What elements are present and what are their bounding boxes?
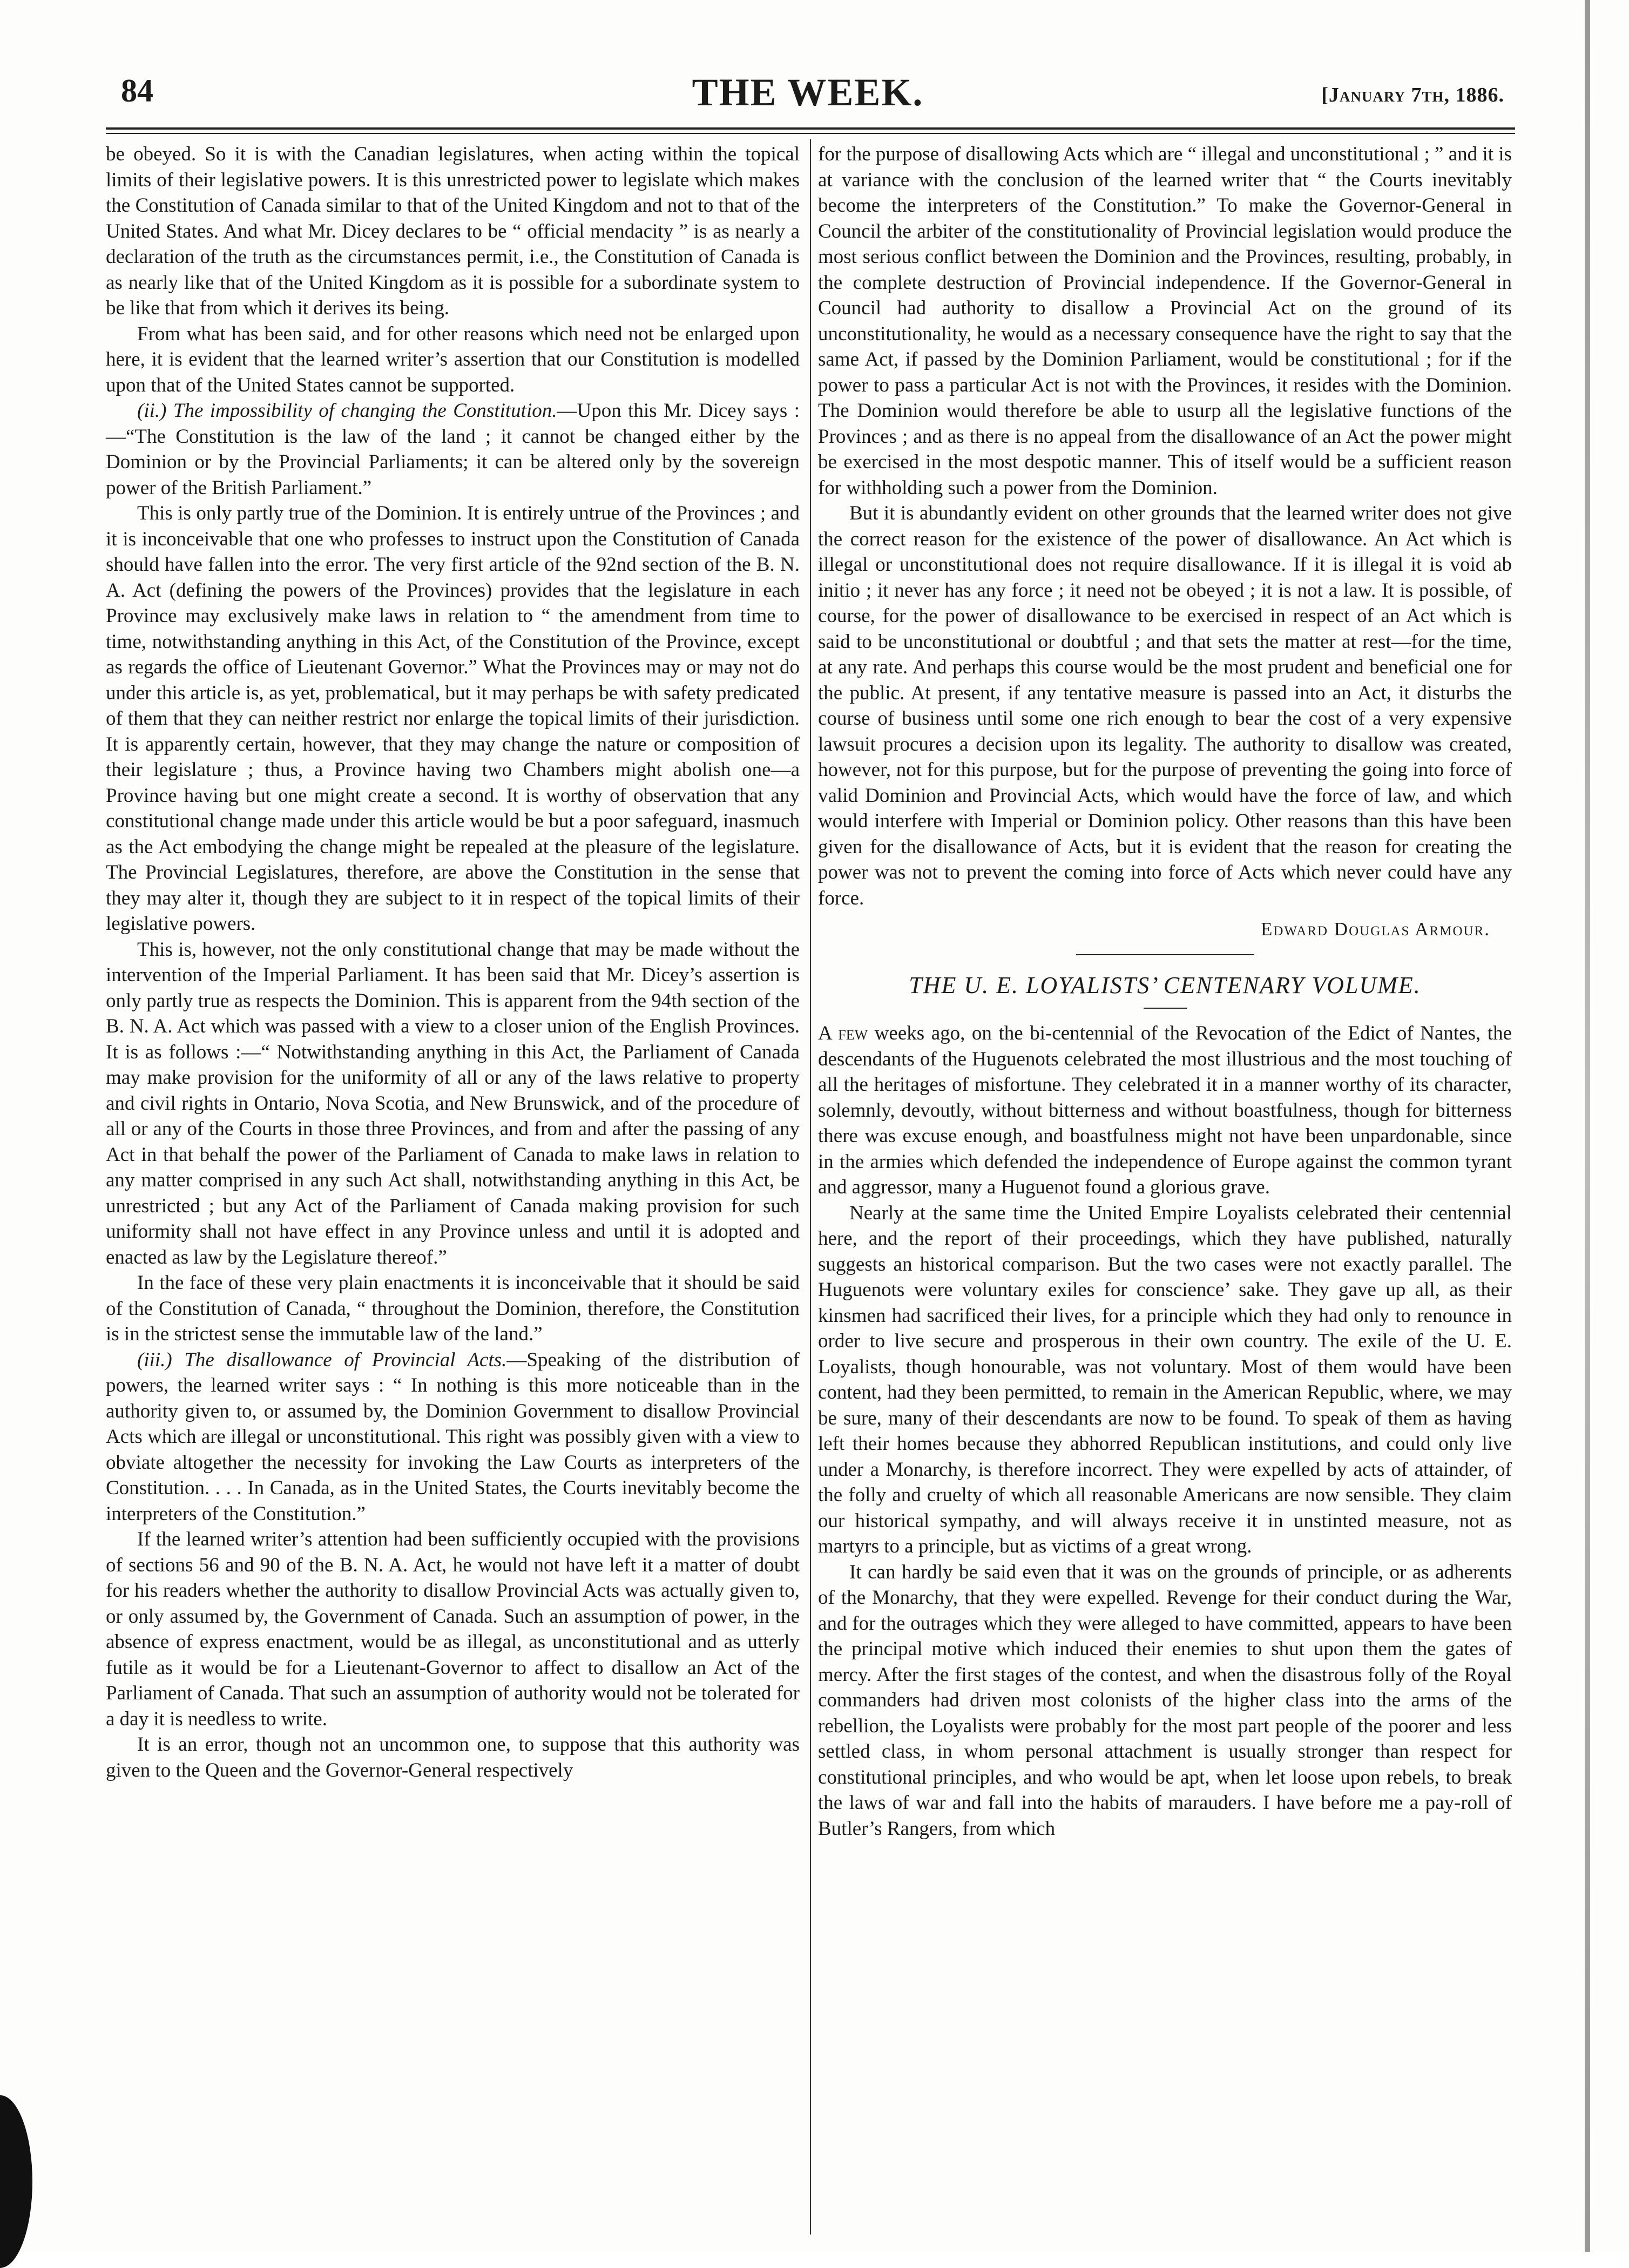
section-paragraph-ii — [106, 398, 800, 501]
article-first-paragraph — [818, 1021, 1512, 1200]
section-paragraph-iii — [106, 1347, 800, 1527]
article-lead-words: A few — [818, 1022, 868, 1044]
issue-date: [January 7th, 1886. — [1321, 84, 1504, 106]
section-heading-iii: (iii.) The disallowance of Provincial Acts. — [137, 1348, 507, 1371]
body-paragraph: But it is abundantly evident on other grounds that the learned writer does not give the correct reason for the existence of the power of disallowance. An Act which is illegal or unconstitutional does not require disallowance. If it is illegal it is void ab initio ; it never has any force ; it need not be obeyed ; it is not a law. It is possible, of course, for the power of disallowance to be exercised in respect of an Act which is said to be unconstitutional or doubtful ; and that sets the matter at rest—for the time, at any rate. And perhaps this course would be the most prudent and beneficial one for the public. At present, if any tentative measure is passed into an Act, it disturbs the course of business until some one rich enough to bear the cost of a very expensive lawsuit procures a decision upon its legality. The authority to disallow was created, however, not for this purpose, but for the purpose of preventing the going into force of valid Dominion and Provincial Acts, which would have the force of law, and which would interfere with Imperial or Dominion policy. Other reasons than this have been given for the disallowance of Acts, but it is evident that the reason for creating the power was not to prevent the coming into force of Acts which never could have any force. — [818, 502, 1512, 909]
journal-title: THE WEEK. — [692, 71, 924, 114]
header-rule-thin — [106, 133, 1515, 134]
page-header — [106, 69, 1510, 123]
article-first-text: weeks ago, on the bi-centennial of the Revocation of the Edict of Nantes, the descendants of the Huguenots celebrated the most illustrious and the most touching of all the heritages of misfortune. They celebrated it in a manner worthy of its character, solemnly, devoutly, without bitterness and without boastfulness, though for bitterness there was excuse enough, and boastfulness might not have been unpardonable, since in the armies which defended the independence of Europe against the common tyrant and aggressor, many a Huguenot found a glorious grave. — [818, 1022, 1512, 1198]
section-rule — [1076, 954, 1254, 955]
page-number: 84 — [121, 73, 153, 109]
right-column — [818, 141, 1512, 1841]
section-text-iii: —Speaking of the distribution of powers, the learned writer says : “ In nothing is this more noticeable than in the authority given to, or assumed by, the Dominion Government to disallow Provincial Acts which are illegal or unconstitutional. This right was possibly given with a view to obviate altogether the necessity for invoking the Law Courts as interpreters of the Constitution. . . . In Canada, as in the United States, the Courts inevitably become the interpreters of the Constitution.” — [106, 1348, 800, 1525]
section-text-ii: —Upon this Mr. Dicey says :—“The Constitution is the law of the land ; it cannot be changed either by the Dominion or by the Provincial Parliaments; it can be altered only by the sovereign power of the British Parliament.” — [106, 400, 800, 499]
article-heading: THE U. E. LOYALISTS’ CENTENARY VOLUME. — [909, 971, 1421, 998]
heading-rule — [1144, 1008, 1187, 1009]
scan-binding-edge — [1585, 0, 1590, 2252]
body-paragraph: for the purpose of disallowing Acts which are “ illegal and unconstitutional ; ” and it is at variance with the conclusion of the learned writer that “ the Courts inevitably become the interpreters of the Constitution.” To make the Governor-General in Council the arbiter of the constitutionality of Provincial legislation would produce the most serious conflict between the Dominion and the Provinces, resulting, probably, in the complete destruction of Provincial independence. If the Governor-General in Council had authority to disallow a Provincial Act on the ground of its unconstitutionality, he would as a necessary consequence have the right to say that the same Act, if passed by the Dominion Parliament, would be constitutional ; for if the power to pass a particular Act is not with the Provinces, it resides with the Dominion. The Dominion would therefore be able to usurp all the legislative functions of the Provinces ; and as there is no appeal from the disallowance of an Act the power might be exercised in the most despotic manner. This of itself would be a sufficient reason for withholding such a power from the Dominion. — [818, 143, 1512, 499]
body-paragraph: be obeyed. So it is with the Canadian legislatures, when acting within the topical limits of their legislative powers. It is this unrestricted power to legislate which makes the Constitution of Canada similar to that of the United Kingdom and not to that of the United States. And what Mr. Dicey declares to be “ official mendacity ” is as nearly a declaration of the truth as the circumstances permit, i.e., the Constitution of Canada is as nearly like that of the United Kingdom as it is possible for a subordinate system to be like that from which it derives its being. — [106, 143, 800, 319]
body-paragraph: It is an error, though not an uncommon one, to suppose that this authority was given to the Queen and the Governor-General respectively — [106, 1733, 800, 1781]
scan-edge-shadow — [0, 2095, 32, 2268]
author-signature: Edward Douglas Armour. — [1261, 919, 1490, 940]
article-paragraph: Nearly at the same time the United Empire Loyalists celebrated their centennial here, and the report of their proceedings, which they have published, naturally suggests an historical comparison. But the two cases were not exactly parallel. The Huguenots were voluntary exiles for conscience’ sake. They gave up all, as their kinsmen had sacrificed their lives, for a principle which they had only to renounce in order to live secure and prosperous in their own country. The exile of the U. E. Loyalists, though honourable, was not voluntary. Most of them would have been content, had they been permitted, to remain in the American Republic, where, we may be sure, many of their descendants are now to be found. To speak of them as having left their homes because they abhorred Republican institutions, and could only live under a Monarchy, is therefore incorrect. They were expelled by acts of attainder, of the folly and cruelty of which all reasonable Americans are now sensible. They claim our historical sympathy, and will always receive it in unstinted measure, not as martyrs to a principle, but as victims of a great wrong. — [818, 1202, 1512, 1557]
column-divider — [810, 139, 811, 2235]
body-paragraph: From what has been said, and for other reasons which need not be enlarged upon here, it is evident that the learned writer’s assertion that our Constitution is modelled upon that of the United States cannot be supported. — [106, 322, 800, 396]
body-paragraph: If the learned writer’s attention had been sufficiently occupied with the provisions of sections 56 and 90 of the B. N. A. Act, he would not have left it a matter of doubt for his readers whether the authority to disallow Provincial Acts was actually given to, or only assumed by, the Government of Canada. Such an assumption of power, in the absence of express enactment, would be as illegal, as unconstitutional and as utterly futile as it would be for a Lieutenant-Governor to affect to disallow an Act of the Parliament of Canada. That such an assumption of authority would not be tolerated for a day it is needless to write. — [106, 1528, 800, 1730]
article-paragraph: It can hardly be said even that it was on the grounds of principle, or as adherents of the Monarchy, that they were expelled. Revenge for their conduct during the War, and for the outrages which they were alleged to have committed, appears to have been the principal motive which induced their enemies to shut upon them the gates of mercy. After the first stages of the contest, and when the disastrous folly of the Royal commanders had driven most colonists of the higher class into the arms of the rebellion, the Loyalists were probably for the most part people of the poorer and less settled class, in whom personal attachment is usually stronger than respect for constitutional principles, and who would be apt, when let loose upon rebels, to break the laws of war and fall into the habits of marauders. I have before me a pay-roll of Butler’s Rangers, from which — [818, 1561, 1512, 1840]
left-column — [106, 141, 800, 1783]
body-paragraph: In the face of these very plain enactments it is inconceivable that it should be said of the Constitution of Canada, “ throughout the Dominion, therefore, the Constitution is in the strictest sense the immutable law of the land.” — [106, 1272, 800, 1345]
header-rule — [106, 127, 1515, 130]
body-paragraph: This is, however, not the only constitutional change that may be made without the intervention of the Imperial Parliament. It has been said that Mr. Dicey’s assertion is only partly true as respects the Dominion. This is apparent from the 94th section of the B. N. A. Act which was passed with a view to a closer union of the English Provinces. It is as follows :—“ Notwithstanding anything in this Act, the Parliament of Canada may make provision for the uniformity of all or any of the laws relative to property and civil rights in Ontario, Nova Scotia, and New Brunswick, and of the procedure of all or any of the Courts in those three Provinces, and from and after the passing of any Act in that behalf the power of the Parliament of Canada to make laws in relation to any matter comprised in any such Act shall, notwithstanding anything in this Act, be unrestricted ; but any Act of the Parliament of Canada making provision for such uniformity shall not have effect in any Province unless and until it is adopted and enacted as law by the Legislature thereof.” — [106, 938, 800, 1268]
body-paragraph: This is only partly true of the Dominion. It is entirely untrue of the Provinces ; and it is inconceivable that one who professes to instruct upon the Constitution of Canada should have fallen into the error. The very first article of the 92nd section of the B. N. A. Act (defining the powers of the Provinces) provides that the legislature in each Province may exclusively make laws in relation to “ the amendment from time to time, notwithstanding anything in this Act, of the Constitution of the Province, except as regards the office of Lieutenant Governor.” What the Provinces may or may not do under this article is, as yet, problematical, but it may perhaps be with safety predicated of them that they can neither restrict nor enlarge the topical limits of their jurisdiction. It is apparently certain, however, that they may change the nature or composition of their legislature ; thus, a Province having two Chambers might abolish one—a Province having but one might create a second. It is worthy of observation that any constitutional change made under this article would be but a poor safeguard, inasmuch as the Act embodying the change might be repealed at the pleasure of the legislature. The Provincial Legislatures, therefore, are above the Constitution in the sense that they may alter it, though they are subject to it in respect of the topical limits of their legislative powers. — [106, 502, 800, 935]
section-heading-ii: (ii.) The impossibility of changing the Constitution. — [137, 400, 557, 422]
